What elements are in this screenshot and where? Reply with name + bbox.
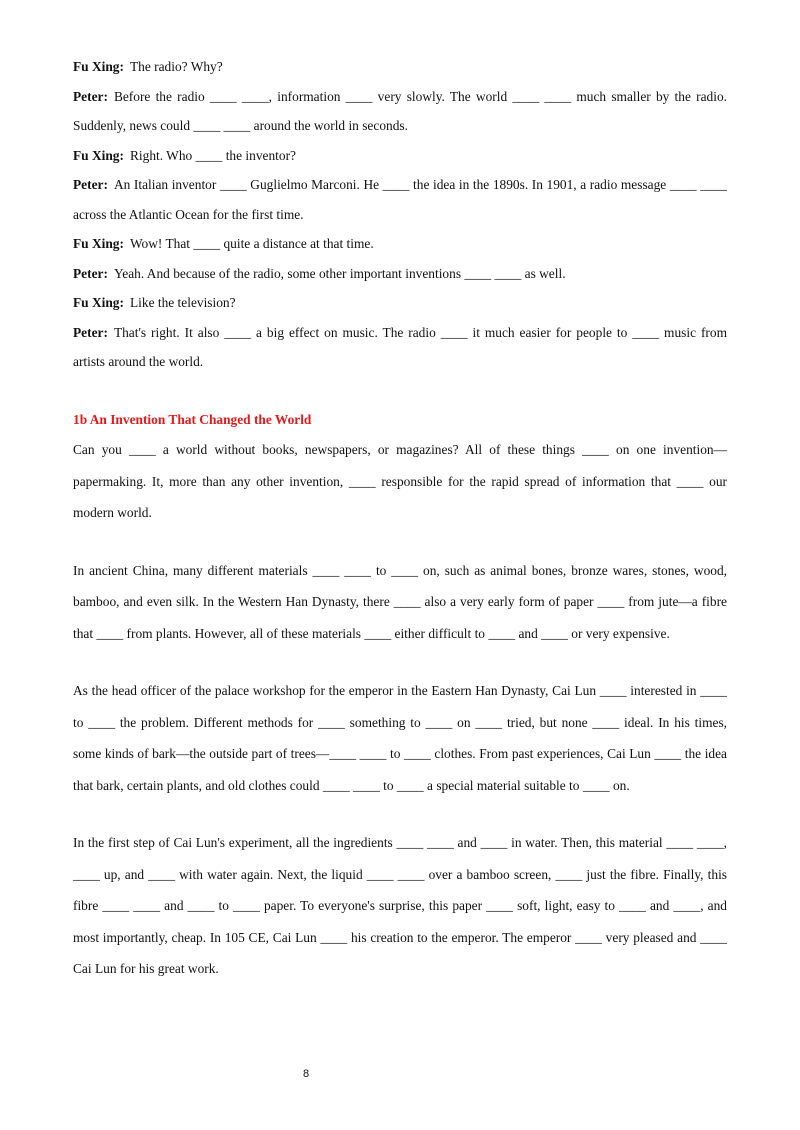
dialogue-text: Before the radio ____ ____, information ____ very slowly. The world ____ ____ much smaller by the radio. Suddenly, news could ____ ____ around the world in seconds. (73, 88, 727, 133)
speaker-name: Peter: (73, 324, 108, 340)
dialogue-text: Wow! That ____ quite a distance at that time. (129, 236, 374, 251)
speaker-name: Fu Xing: (73, 236, 124, 251)
passage-paragraph: Can you ____ a world without books, newspapers, or magazines? All of these things ____ on one invention—papermaking. It, more than any other invention, ____ responsible for the rapid spread of information that ____ our modern world. (73, 442, 727, 520)
dialogue-text: That's right. It also ____ a big effect on music. The radio ____ it much easier for people to ____ music from artists around the world. (73, 324, 727, 369)
passage-paragraph: In the first step of Cai Lun's experiment, all the ingredients ____ ____ and ____ in water. Then, this material ____ ____, ____ up, and ____ with water again. Next, the liquid ____ ____ over a bamboo screen, ____ just the fibre. Finally, this fibre ____ ____ and ____ to ____ paper. To everyone's surprise, this paper ____ soft, light, easy to ____ and ____, and most importantly, cheap. In 105 CE, Cai Lun ____ his creation to the emperor. The emperor ____ very pleased and ____ Cai Lun for his great work. (73, 835, 727, 976)
dialogue-line (73, 318, 727, 377)
dialogue (73, 52, 727, 377)
dialogue-text: Yeah. And because of the radio, some other important inventions ____ ____ as well. (113, 265, 566, 281)
dialogue-line (73, 288, 727, 318)
speaker-name: Fu Xing: (73, 295, 124, 310)
passage-paragraph: As the head officer of the palace workshop for the emperor in the Eastern Han Dynasty, Cai Lun ____ interested in ____ to ____ the problem. Different methods for ____ something to ____ on ____ tried, but none ____ ideal. In his times, some kinds of bark—the outside part of trees—____ ____ to ____ clothes. From past experiences, Cai Lun ____ the idea that bark, certain plants, and old clothes could ____ ____ to ____ a special material suitable to ____ on. (73, 683, 727, 793)
dialogue-line (73, 229, 727, 259)
page-number: 8 (302, 1068, 310, 1080)
reading-passage (73, 434, 727, 985)
dialogue-line (73, 141, 727, 171)
dialogue-text: Right. Who ____ the inventor? (129, 147, 296, 163)
dialogue-text: An Italian inventor ____ Guglielmo Marconi. He ____ the idea in the 1890s. In 1901, a radio message ____ ____ across the Atlantic Ocean for the first time. (73, 177, 727, 222)
dialogue-text: The radio? Why? (129, 59, 223, 74)
speaker-name: Fu Xing: (73, 59, 124, 74)
passage-paragraph: In ancient China, many different materials ____ ____ to ____ on, such as animal bones, bronze wares, stones, wood, bamboo, and even silk. In the Western Han Dynasty, there ____ also a very early form of paper ____ from jute—a fibre that ____ from plants. However, all of these materials ____ either difficult to ____ and ____ or very expensive. (73, 562, 727, 641)
speaker-name: Peter: (73, 88, 108, 104)
dialogue-line (73, 52, 727, 82)
dialogue-line (73, 170, 727, 229)
dialogue-line (73, 82, 727, 141)
section-heading: 1b An Invention That Changed the World (73, 411, 312, 427)
dialogue-line (73, 259, 727, 289)
speaker-name: Peter: (73, 177, 108, 192)
speaker-name: Fu Xing: (73, 147, 124, 163)
dialogue-text: Like the television? (129, 295, 236, 310)
worksheet-page (73, 52, 727, 1011)
speaker-name: Peter: (73, 265, 108, 281)
